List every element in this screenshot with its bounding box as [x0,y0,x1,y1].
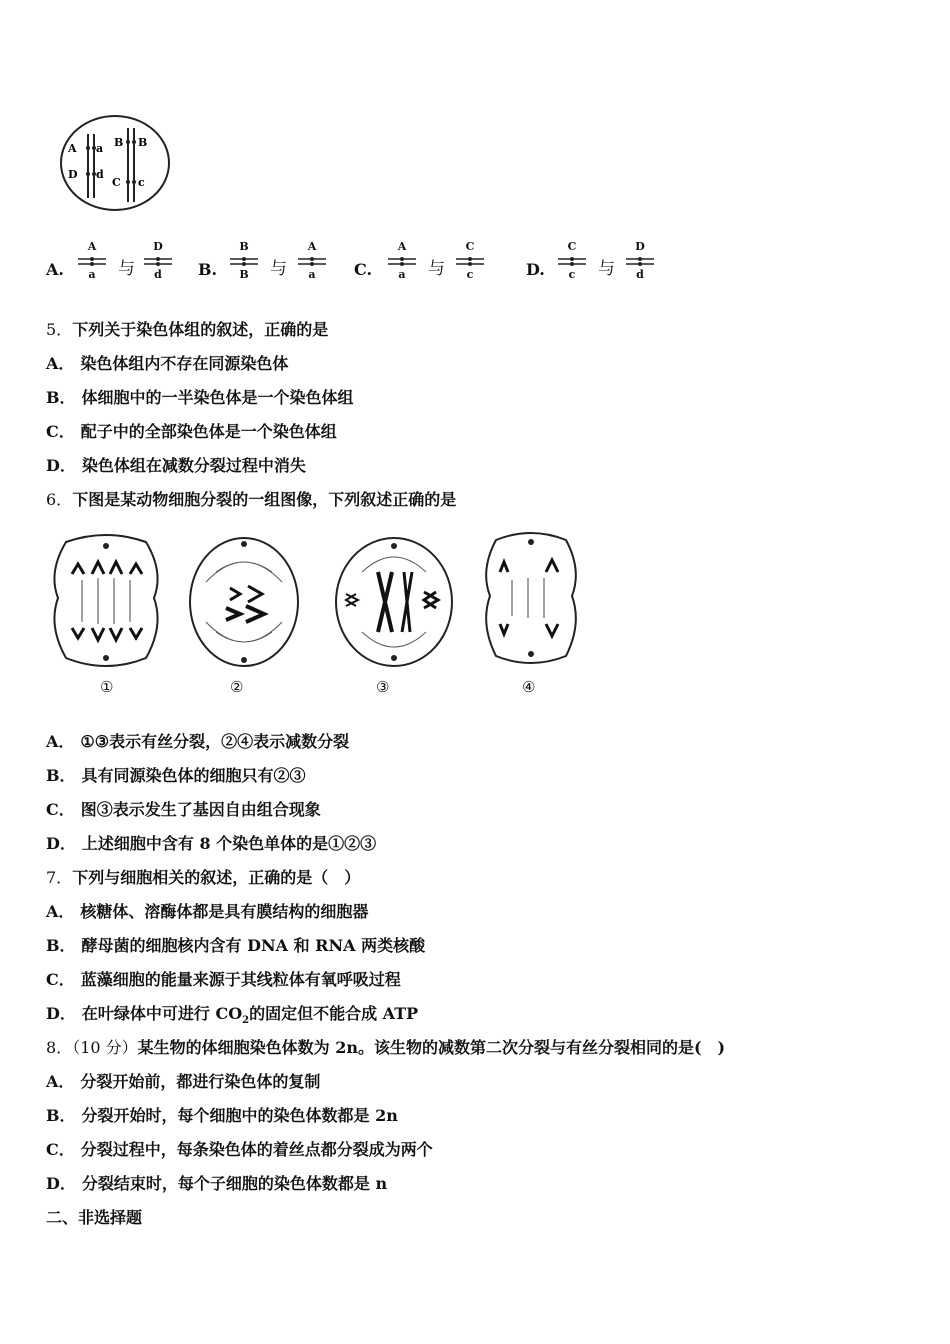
option-label[interactable]: C. [354,260,373,279]
q7-option-b[interactable]: B． 酵母菌的细胞核内含有 DNA 和 RNA 两类核酸 [46,936,426,955]
q8-option-d[interactable]: D． 分裂结束时，每个子细胞的染色体数都是 n [46,1174,388,1193]
cell-division-figures [46,528,596,700]
gene-label: c [138,176,145,189]
q8-option-b[interactable]: B． 分裂开始时，每个细胞中的染色体数都是 2n [46,1106,398,1125]
section-heading: 二、非选择题 [46,1208,143,1227]
question-5-stem: 5．下列关于染色体组的叙述，正确的是 [46,320,329,339]
option-label[interactable]: A. [46,260,64,279]
cell-chromosome-figure [58,112,173,214]
q5-option-b[interactable]: B． 体细胞中的一半染色体是一个染色体组 [46,388,354,407]
option-label[interactable]: B. [198,260,218,279]
homolog-pair: A a [87,240,97,281]
question-8-stem: 8．（10 分）某生物的体细胞染色体数为 2n。该生物的减数第二次分裂与有丝分裂相同的是( ) [46,1038,726,1057]
q7-option-a[interactable]: A． 核糖体、溶酶体都是具有膜结构的细胞器 [46,902,369,921]
gene-label: a [96,142,104,155]
q6-option-b[interactable]: B． 具有同源染色体的细胞只有②③ [46,766,306,785]
gene-label: D [68,168,78,181]
homolog-pair: D d [153,240,163,281]
gene-label: d [96,168,104,181]
figure-caption: ① [100,678,114,696]
cell-figure-4 [478,528,584,668]
q8-option-a[interactable]: A． 分裂开始前，都进行染色体的复制 [46,1072,321,1091]
homolog-pair: B B [239,240,249,281]
q5-option-c[interactable]: C． 配子中的全部染色体是一个染色体组 [46,422,337,441]
q4-options-row: A. A a 与 D d B. B B 与 A a C. A a 与 C c D. C c 与 D d [46,240,686,290]
gene-label: A [68,142,77,155]
gene-label: B [138,136,148,149]
q5-option-a[interactable]: A． 染色体组内不存在同源染色体 [46,354,289,373]
question-6-stem: 6．下图是某动物细胞分裂的一组图像，下列叙述正确的是 [46,490,457,509]
figure-caption: ③ [376,678,390,696]
gene-label: B [114,136,124,149]
figure-caption: ④ [522,678,536,696]
q6-option-a[interactable]: A． ①③表示有丝分裂，②④表示减数分裂 [46,732,350,751]
q8-option-c[interactable]: C． 分裂过程中，每条染色体的着丝点都分裂成为两个 [46,1140,433,1159]
homolog-pair: A a [397,240,407,281]
homolog-pair: A a [307,240,317,281]
cell-figure-3 [332,532,456,672]
q5-option-d[interactable]: D． 染色体组在减数分裂过程中消失 [46,456,306,475]
cell-figure-1 [46,532,166,672]
question-7-stem: 7．下列与细胞相关的叙述，正确的是（ ） [46,868,361,887]
q7-option-c[interactable]: C． 蓝藻细胞的能量来源于其线粒体有氧呼吸过程 [46,970,401,989]
option-label[interactable]: D. [526,260,545,279]
figure-caption: ② [230,678,244,696]
gene-label: C [112,176,121,189]
q6-option-d[interactable]: D． 上述细胞中含有 8 个染色单体的是①②③ [46,834,377,853]
homolog-pair: C c [567,240,577,281]
q7-option-d[interactable]: D． 在叶绿体中可进行 $CO_2$的固定但不能合成 ATP [46,1004,419,1027]
q6-option-c[interactable]: C． 图③表示发生了基因自由组合现象 [46,800,321,819]
homolog-pair: C c [465,240,475,281]
homolog-pair: D d [635,240,645,281]
cell-figure-2 [186,532,302,672]
